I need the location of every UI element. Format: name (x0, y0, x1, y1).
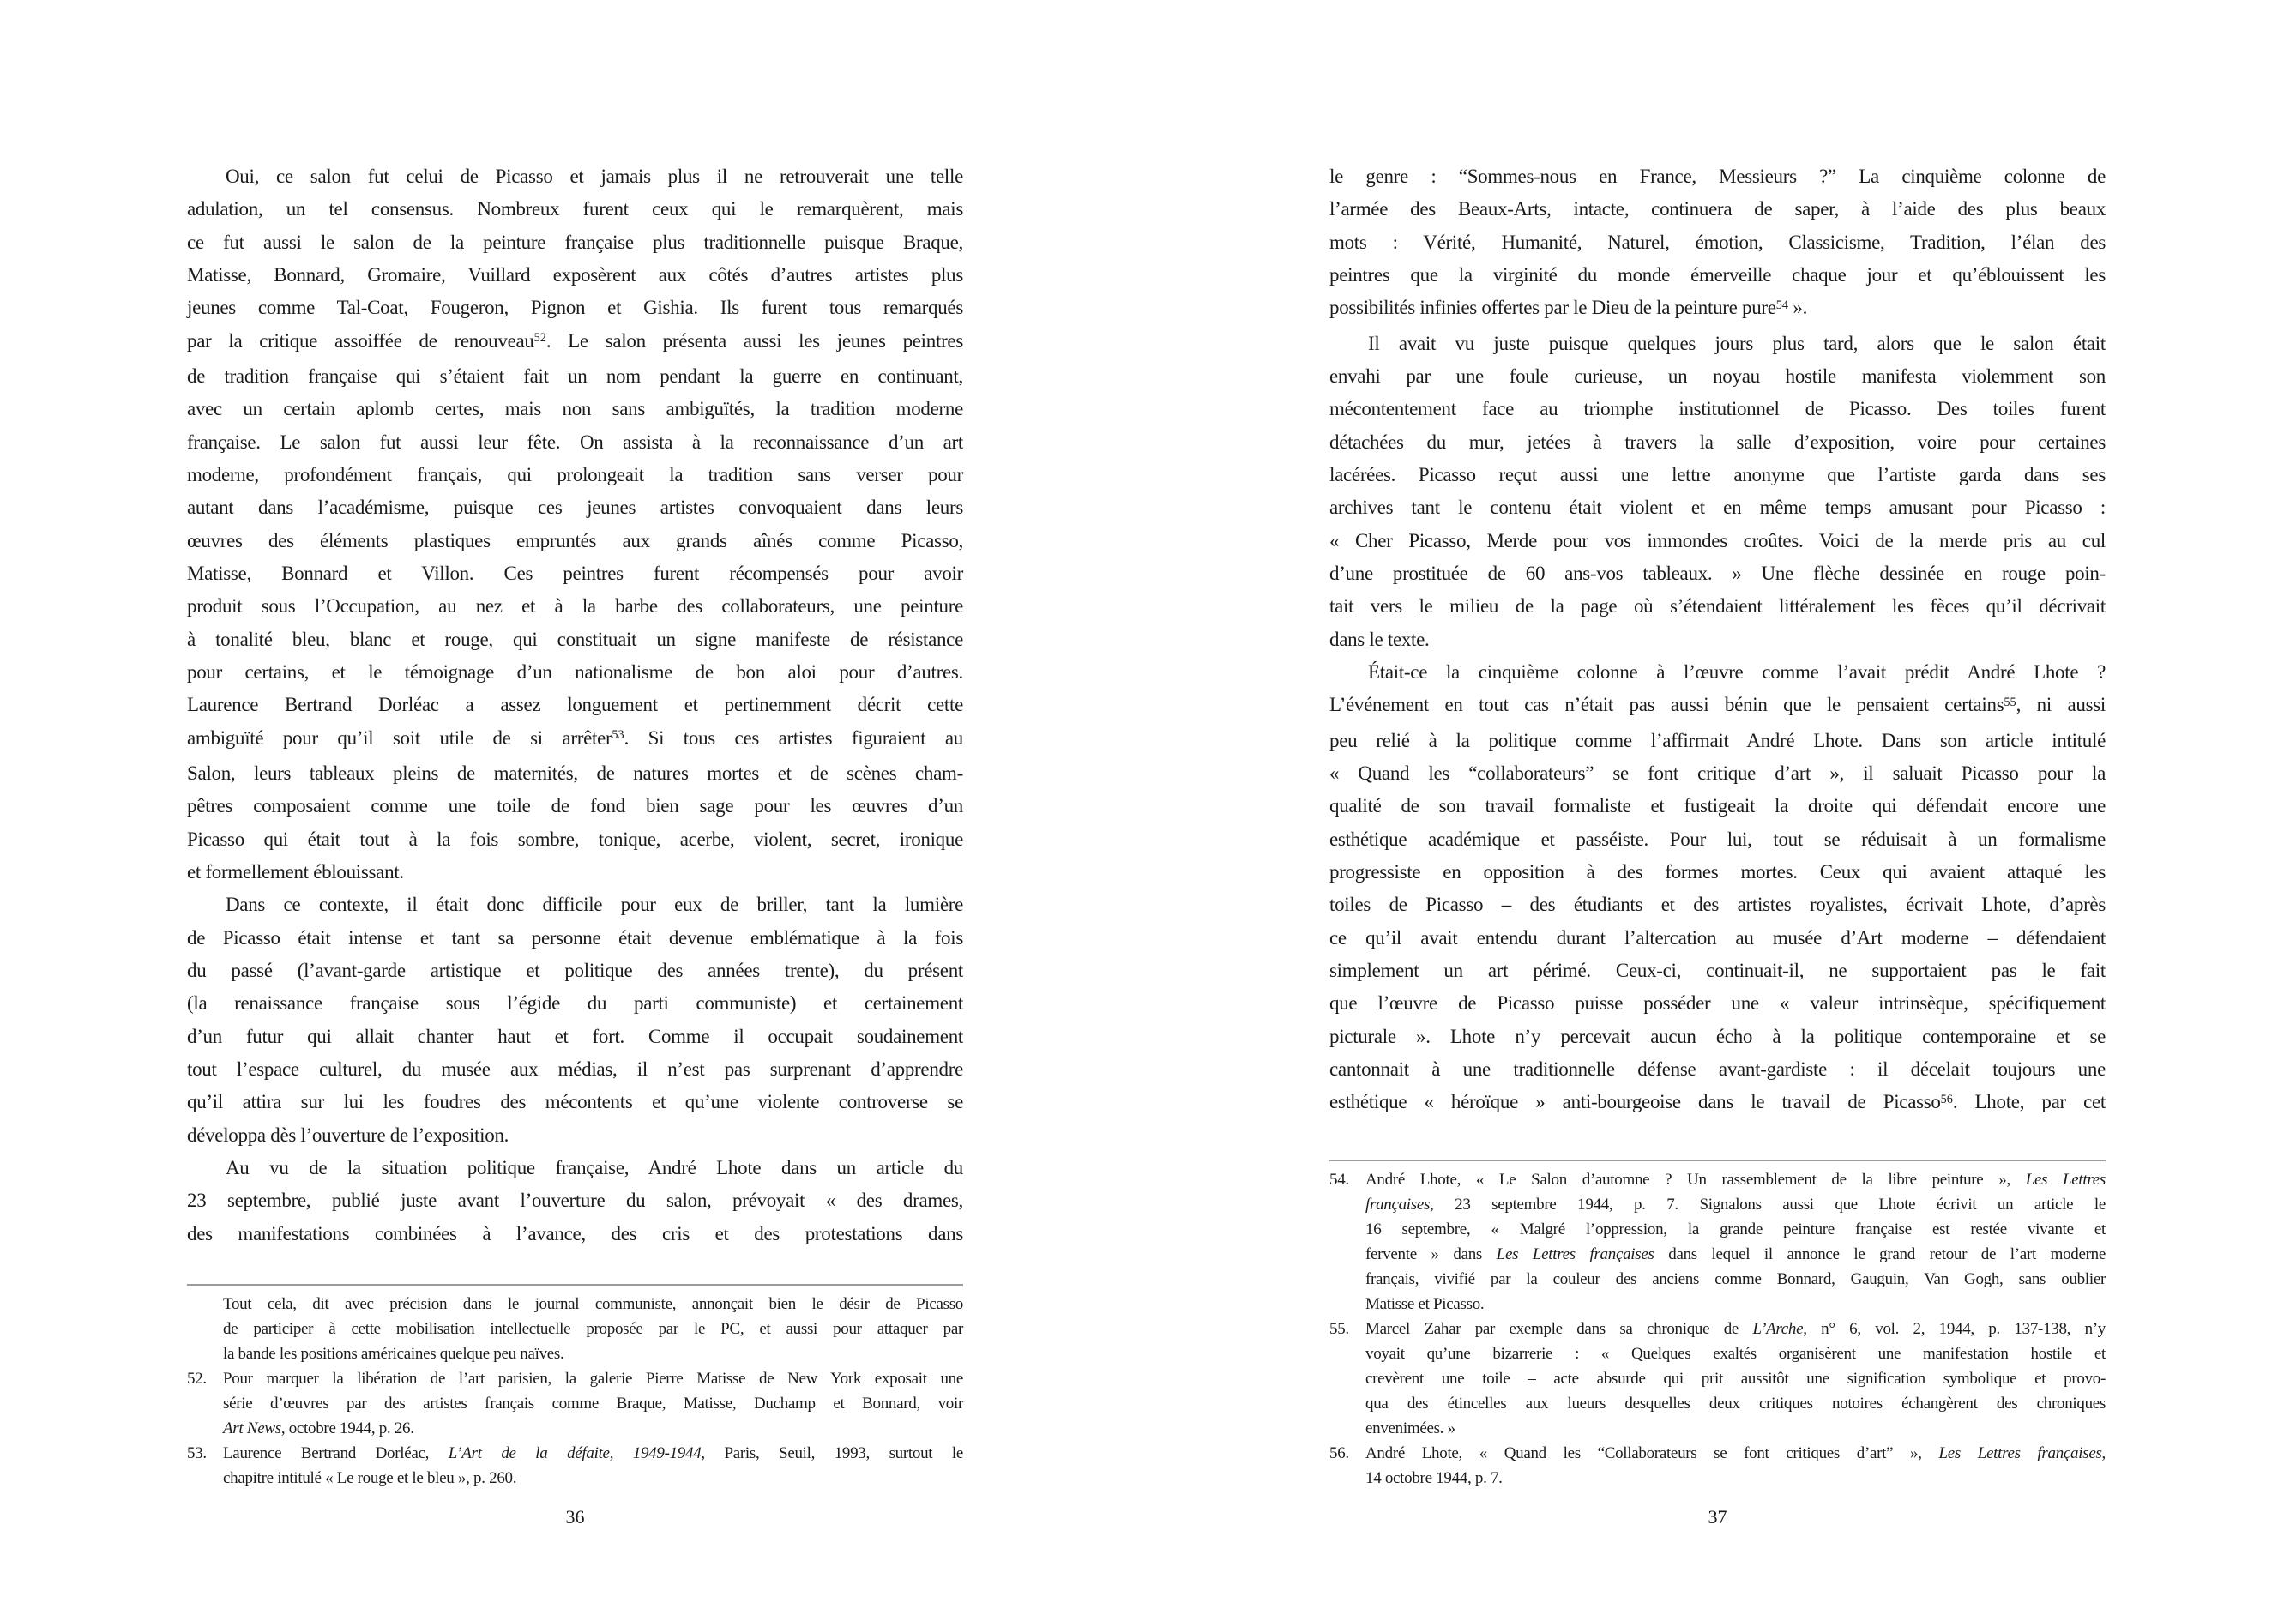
text-line: fervente » dans Les Lettres françaises dans lequel il annonce le grand retour de l’art moderne (1365, 1245, 2106, 1263)
text-line: dans le texte. (1329, 628, 1430, 650)
text-line: œuvres des éléments plastiques empruntés aux grands aînés comme Picasso, (187, 529, 963, 551)
text-line: lacérées. Picasso reçut aussi une lettre anonyme que l’artiste garda dans ses (1329, 463, 2106, 485)
footnote-number: 54. (1329, 1171, 1349, 1189)
italic-text: Les Lettres françaises (1938, 1444, 2102, 1462)
text-line: d’une prostituée de 60 ans-vos tableaux. » Une flèche dessinée en rouge poin- (1329, 562, 2106, 584)
text-line: André Lhote, « Le Salon d’automne ? Un rassemblement de la libre peinture », Les Lettres (1365, 1171, 2106, 1189)
footnote-number: 56. (1329, 1444, 1349, 1462)
text-line: 23 septembre, publié juste avant l’ouverture du salon, prévoyait « des drames, (187, 1190, 963, 1212)
text-line: Marcel Zahar par exemple dans sa chronique de L’Arche, n° 6, vol. 2, 1944, p. 137-138, n’y (1365, 1320, 2106, 1338)
text-line: Matisse, Bonnard, Gromaire, Vuillard exposèrent aux côtés d’autres artistes plus (187, 263, 963, 286)
footnote (187, 1366, 963, 1441)
text-line: l’armée des Beaux-Arts, intacte, continuera de saper, à l’aide des plus beaux (1329, 198, 2106, 220)
footnote-reference: 56 (1940, 1092, 1953, 1106)
text-line: mécontentement face au triomphe institutionnel de Picasso. Des toiles furent (1329, 398, 2106, 420)
text-line: cantonnait à une traditionnelle défense avant-gardiste : il décelait toujours une (1329, 1058, 2106, 1080)
footnote-number (187, 1292, 223, 1366)
text-line: d’un futur qui allait chanter haut et fort. Comme il occupait soudainement (187, 1025, 963, 1047)
left-page-body (187, 160, 963, 1250)
text-line: jeunes comme Tal-Coat, Fougeron, Pignon et Gishia. Ils furent tous remarqués (187, 297, 963, 319)
footnote-reference: 53 (612, 728, 624, 743)
italic-text: françaises (1365, 1196, 1431, 1214)
footnote-number: 55. (1329, 1320, 1349, 1338)
right-footnote-rule (1329, 1160, 2106, 1161)
text-line: Laurence Bertrand Dorléac, L’Art de la défaite, 1949-1944, Paris, Seuil, 1993, surtout le (223, 1444, 964, 1462)
text-line: Picasso qui était tout à la fois sombre, tonique, acerbe, violent, secret, ironique (187, 828, 963, 850)
text-line: 14 octobre 1944, p. 7. (1365, 1469, 1503, 1487)
text-line: André Lhote, « Quand les “Collaborateurs se font critiques d’art” », Les Lettres françaises, (1365, 1444, 2106, 1462)
footnote (1329, 1441, 2106, 1491)
footnote-text (223, 1441, 963, 1491)
footnote-text (223, 1366, 963, 1441)
text-line: tout l’espace culturel, du musée aux médias, il n’est pas surprenant d’apprendre (187, 1058, 963, 1080)
text-line: de tradition française qui s’étaient fait un nom pendant la guerre en continuant, (187, 365, 963, 387)
text-line: ce fut aussi le salon de la peinture française plus traditionnelle puisque Braque, (187, 231, 963, 253)
italic-text: Les Lettres françaises (1496, 1245, 1654, 1263)
text-line: qu’il attira sur lui les foudres des mécontents et qu’une violente controverse se (187, 1091, 963, 1113)
text-line: des manifestations combinées à l’avance, des cris et des protestations dans (187, 1222, 963, 1244)
text-line: la bande les positions américaines quelque peu naïves. (223, 1345, 564, 1363)
footnote (187, 1292, 963, 1366)
text-line: 16 septembre, « Malgré l’oppression, la grande peinture française est restée vivante et (1365, 1220, 2106, 1238)
italic-text: L’Art de la défaite, 1949-1944 (448, 1444, 702, 1462)
text-line: qualité de son travail formaliste et fustigeait la droite qui défendait encore une (1329, 795, 2106, 817)
text-line: toiles de Picasso – des étudiants et des artistes royalistes, écrivait Lhote, d’après (1329, 894, 2106, 916)
text-line: Oui, ce salon fut celui de Picasso et jamais plus il ne retrouverait une telle (226, 166, 963, 187)
text-line: voyait qu’une bizarrerie : « Quelques exaltés organisèrent une manifestation hostile et (1365, 1345, 2106, 1363)
footnote-text (1365, 1441, 2106, 1491)
text-line: envenimées. » (1365, 1419, 1455, 1437)
right-page-body (1329, 160, 2106, 1122)
footnote-number: 52. (187, 1370, 207, 1388)
text-line: simplement un art périmé. Ceux-ci, continuait-il, ne supportaient pas le fait (1329, 959, 2106, 981)
text-line: peu relié à la politique comme l’affirmait André Lhote. Dans son article intitulé (1329, 729, 2106, 751)
footnote-reference: 54 (1775, 298, 1788, 312)
text-line: française. Le salon fut aussi leur fête. On assista à la reconnaissance d’un art (187, 431, 963, 453)
footnote-text (1365, 1317, 2106, 1441)
text-line: Il avait vu juste puisque quelques jours plus tard, alors que le salon était (1368, 332, 2106, 354)
text-line: détachées du mur, jetées à travers la salle d’exposition, voire pour certaines (1329, 431, 2106, 453)
text-line: chapitre intitulé « Le rouge et le bleu », p. 260. (223, 1469, 517, 1487)
text-line: crevèrent une toile – acte absurde qui prit aussitôt une signification symbolique et provo- (1365, 1370, 2106, 1388)
left-footnote-rule (187, 1284, 963, 1286)
text-line: moderne, profondément français, qui prolongeait la tradition sans verser pour (187, 463, 963, 485)
text-line: tait vers le milieu de la page où s’étendaient littéralement les fèces qu’il décrivait (1329, 595, 2106, 618)
text-line: picturale ». Lhote n’y percevait aucun écho à la politique contemporaine et se (1329, 1025, 2106, 1047)
text-line: mots : Vérité, Humanité, Naturel, émotion, Classicisme, Tradition, l’élan des (1329, 231, 2106, 253)
text-line: Laurence Bertrand Dorléac a assez longuement et pertinemment décrit cette (187, 694, 963, 716)
text-line: Pour marquer la libération de l’art parisien, la galerie Pierre Matisse de New York exposait une (223, 1370, 963, 1388)
text-line: ce qu’il avait entendu durant l’altercation au musée d’Art moderne – défendaient (1329, 926, 2106, 949)
text-line: par la critique assoiffée de renouveau$^{52}$. Le salon présenta aussi les jeunes peintres (187, 329, 963, 352)
text-line: (la renaissance française sous l’égide du parti communiste) et certainement (187, 992, 963, 1015)
text-line: produit sous l’Occupation, au nez et à la barbe des collaborateurs, une peinture (187, 595, 963, 618)
footnote-text (1365, 1167, 2106, 1317)
left-page-number: 36 (565, 1506, 585, 1528)
text-line: développa dès l’ouverture de l’exposition. (187, 1124, 509, 1146)
text-line: Matisse, Bonnard et Villon. Ces peintres furent récompensés pour avoir (187, 562, 963, 584)
italic-text: Art News (223, 1419, 281, 1437)
footnote (1329, 1317, 2106, 1441)
footnote (187, 1441, 963, 1491)
text-line: qua des étincelles aux lueurs desquelles deux critiques notoires échangèrent des chroniques (1365, 1395, 2106, 1413)
text-line: du passé (l’avant-garde artistique et politique des années trente), du présent (187, 959, 963, 981)
text-line: autant dans l’académisme, puisque ces jeunes artistes convoquaient dans leurs (187, 497, 963, 519)
italic-text: Les Lettres (2025, 1171, 2106, 1189)
text-line: pêtres composaient comme une toile de fond bien sage pour les œuvres d’un (187, 795, 963, 817)
text-line: envahi par une foule curieuse, un noyau hostile manifesta violemment son (1329, 365, 2106, 387)
text-line: adulation, un tel consensus. Nombreux furent ceux qui le remarquèrent, mais (187, 198, 963, 220)
footnote (1329, 1167, 2106, 1317)
text-line: esthétique académique et passéiste. Pour lui, tout se réduisait à un formalisme (1329, 828, 2106, 850)
text-line: de participer à cette mobilisation intellectuelle proposée par le PC, et aussi pour attaquer par (223, 1320, 963, 1338)
text-line: Était-ce la cinquième colonne à l’œuvre comme l’avait prédit André Lhote ? (1368, 660, 2106, 683)
text-line: archives tant le contenu était violent et en même temps amusant pour Picasso : (1329, 497, 2106, 519)
text-line: Tout cela, dit avec précision dans le journal communiste, annonçait bien le désir de Picasso (223, 1295, 963, 1313)
right-page-number: 37 (1708, 1506, 1727, 1528)
text-line: Matisse et Picasso. (1365, 1295, 1485, 1313)
left-footnotes-section (187, 1292, 963, 1491)
text-line: à tonalité bleu, blanc et rouge, qui constituait un signe manifeste de résistance (187, 628, 963, 650)
footnote-text (223, 1292, 963, 1366)
text-line: Au vu de la situation politique française, André Lhote dans un article du (226, 1156, 963, 1178)
text-line: et formellement éblouissant. (187, 860, 404, 883)
text-line: Dans ce contexte, il était donc difficile pour eux de briller, tant la lumière (226, 894, 963, 916)
text-line: « Cher Picasso, Merde pour vos immondes croûtes. Voici de la merde pris au cul (1329, 529, 2106, 551)
text-line: série d’œuvres par des artistes français comme Braque, Matisse, Duchamp et Bonnard, voir (223, 1395, 963, 1413)
text-line: le genre : “Sommes-nous en France, Messieurs ?” La cinquième colonne de (1329, 166, 2106, 187)
text-line: progressiste en opposition à des formes mortes. Ceux qui avaient attaqué les (1329, 860, 2106, 883)
text-line: esthétique « héroïque » anti-bourgeoise dans le travail de Picasso$^{56}$. Lhote, par cet (1329, 1091, 2106, 1113)
text-line: « Quand les “collaborateurs” se font critique d’art », il saluait Picasso pour la (1329, 762, 2106, 784)
text-line: françaises, 23 septembre 1944, p. 7. Signalons aussi que Lhote écrivit un article le (1365, 1196, 2106, 1214)
text-line: L’événement en tout cas n’était pas aussi bénin que le pensaient certains$^{55}$, ni aussi (1329, 694, 2106, 716)
text-line: pour certains, et le témoignage d’un nationalisme de bon aloi pour d’autres. (187, 660, 963, 683)
footnote-reference: 52 (533, 331, 546, 346)
footnote-reference: 55 (2004, 695, 2016, 709)
text-line: Salon, leurs tableaux pleins de maternités, de natures mortes et de scènes cham- (187, 762, 963, 784)
text-line: avec un certain aplomb certes, mais non sans ambiguïtés, la tradition moderne (187, 398, 963, 420)
text-line: peintres que la virginité du monde émerveille chaque jour et qu’éblouissent les (1329, 263, 2106, 286)
text-line: possibilités infinies offertes par le Dieu de la peinture pure$^{54}$ ». (1329, 297, 1808, 319)
text-line: de Picasso était intense et tant sa personne était devenue emblématique à la fois (187, 926, 963, 949)
text-line: français, vivifié par la couleur des anciens comme Bonnard, Gauguin, Van Gogh, sans oublier (1365, 1270, 2106, 1288)
text-line: Art News, octobre 1944, p. 26. (223, 1419, 414, 1437)
footnote-number: 53. (187, 1444, 207, 1462)
text-line: que l’œuvre de Picasso puisse posséder une « valeur intrinsèque, spécifiquement (1329, 992, 2106, 1015)
text-line: ambiguïté pour qu’il soit utile de si arrêter$^{53}$. Si tous ces artistes figuraient au (187, 726, 963, 749)
right-footnotes-section (1329, 1167, 2106, 1491)
italic-text: L’Arche (1752, 1320, 1804, 1338)
